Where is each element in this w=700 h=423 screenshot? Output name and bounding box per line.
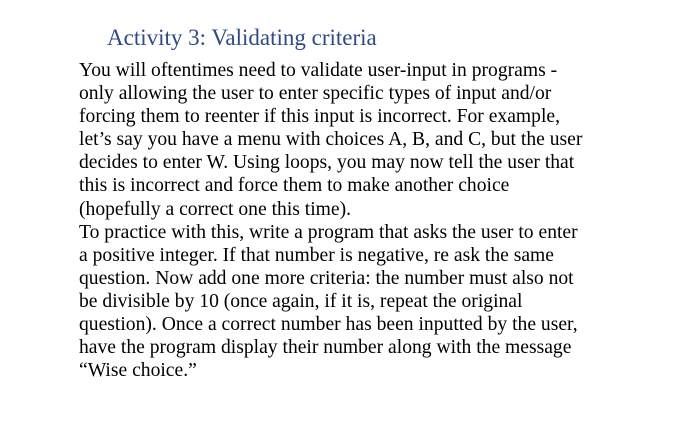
- body-line: have the program display their number along with the message: [79, 337, 572, 359]
- body-line: this is incorrect and force them to make another choice: [79, 175, 510, 197]
- body-line: (hopefully a correct one this time).: [79, 198, 352, 220]
- body-line: decides to enter W. Using loops, you may now tell the user that: [79, 152, 575, 174]
- body-line: You will oftentimes need to validate user-input in programs -: [79, 60, 558, 81]
- body-line: let’s say you have a menu with choices A, B, and C, but the user: [79, 129, 583, 151]
- body-line: a positive integer. If that number is negative, re ask the same: [79, 244, 554, 266]
- activity-body: [79, 59, 699, 382]
- body-line: be divisible by 10 (once again, if it is, repeat the original: [79, 290, 523, 312]
- activity-title: Activity 3: Validating criteria: [107, 25, 377, 50]
- body-line: forcing them to reenter if this input is incorrect. For example,: [79, 106, 560, 128]
- body-line: “Wise choice.”: [79, 360, 197, 382]
- body-line: question). Once a correct number has been inputted by the user,: [79, 314, 578, 336]
- body-line: only allowing the user to enter specific types of input and/or: [79, 83, 552, 105]
- body-line: To practice with this, write a program that asks the user to enter: [79, 221, 578, 243]
- body-line: question. Now add one more criteria: the number must also not: [79, 267, 574, 289]
